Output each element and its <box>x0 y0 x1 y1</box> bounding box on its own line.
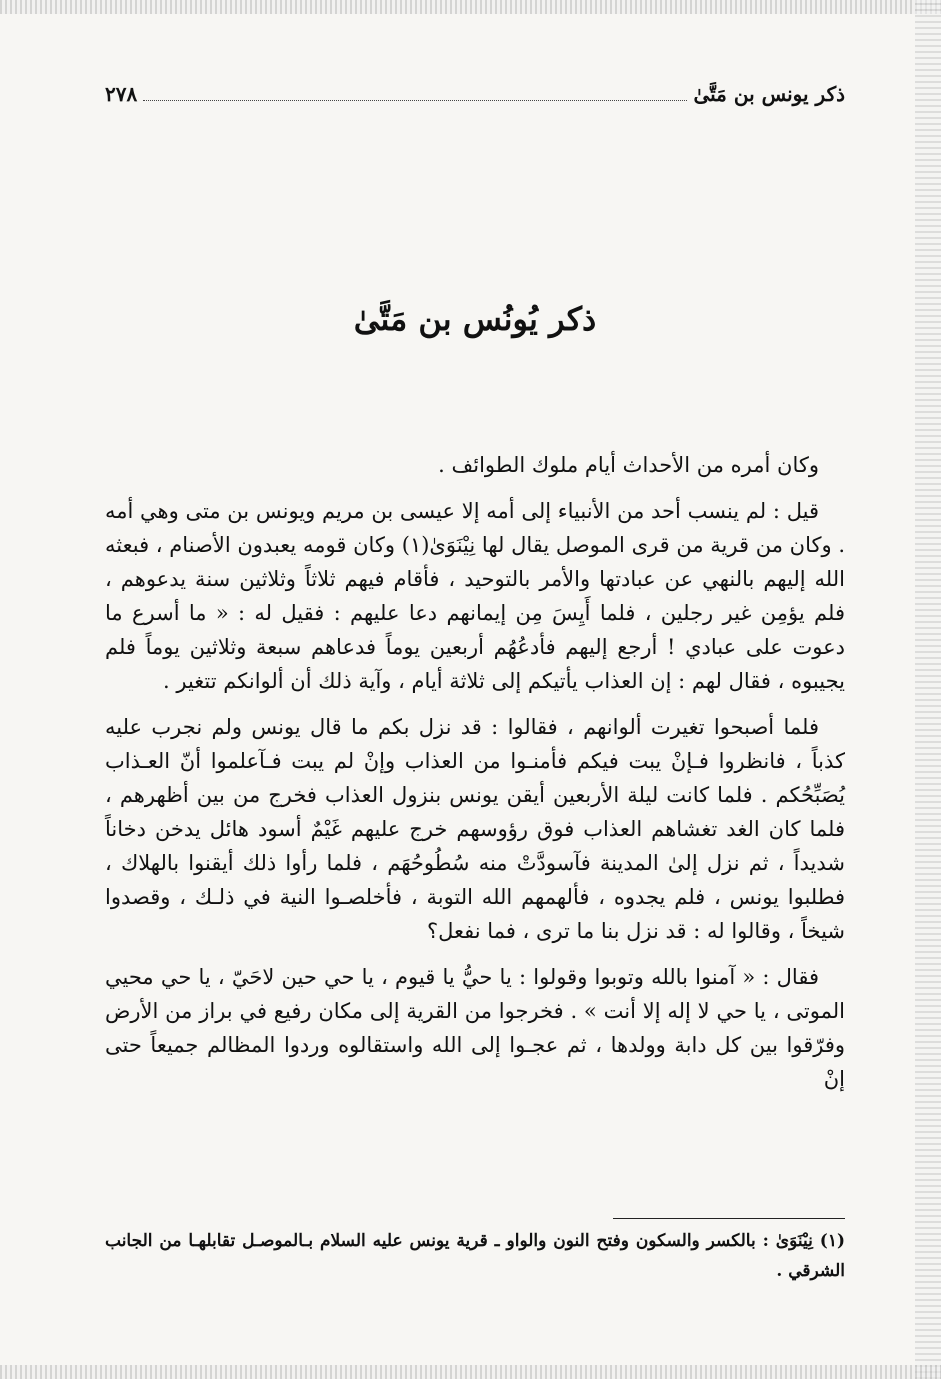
scan-edge-bottom <box>0 1365 941 1379</box>
body-text <box>105 448 845 1108</box>
header-dot-leader <box>143 99 687 101</box>
chapter-title: ذكر يُونُس بن مَتَّىٰ <box>353 300 597 338</box>
paragraph: فقال : « آمنوا بالله وتوبوا وقولوا : يا حيُّ يا قيوم ، يا حي حين لاحَيّ ، يا حي محيي الموتى ، يا حي لا إله إلا أنت » . فخرجوا من القرية إلى مكان رفيع في براز من الأرض وفرّقوا بين كل دابة وولدها ، ثم عجـوا إلى الله واستقالوه وردوا المظالم جميعاً حتى إنْ <box>105 965 845 1091</box>
paragraph: قيل : لم ينسب أحد من الأنبياء إلى أمه إلا عيسى بن مريم ويونس بن متى وهي أمه . وكان من قرية من قرى الموصل يقال لها نِيْنَوَىٰ(١) وكان قومه يعبدون الأصنام ، فبعثه الله إليهم بالنهي عن عبادتها والأمر بالتوحيد ، فأقام فيهم ثلاثاً وثلاثين سنة يدعوهم ، فلم يؤمِن غير رجلين ، فلما أَيِسَ مِن إيمانهم دعا عليهم : فقيل له : « ما أسرع ما دعوت على عبادي ! أرجع إليهم فأدعُهُم أربعين يوماً فدعاهم سبعة وثلاثين يوماً فلم يجيبوه ، فقال لهم : إن العذاب يأتيكم إلى ثلاثة أيام ، وآية ذلك أن ألوانكم تتغير . <box>105 499 845 693</box>
paragraph: وكان أمره من الأحداث أيام ملوك الطوائف . <box>438 453 819 477</box>
running-title: ذكر يونس بن مَتَّىٰ <box>693 82 845 106</box>
page-header <box>105 82 845 122</box>
footnote-divider <box>613 1218 845 1219</box>
paragraph: فلما أصبحوا تغيرت ألوانهم ، فقالوا : قد نزل بكم ما قال يونس ولم نجرب عليه كذباً ، فانظروا فـإنْ يبت فيكم فأمنـوا من العذاب وإنْ لم يبت فـآعلموا أنّ العـذاب يُصَبِّحُكم . فلما كانت ليلة الأربعين أيقن يونس بنزول العذاب فخرج من بين أظهرهم ، فلما كان الغد تغشاهم العذاب فوق رؤوسهم خرج عليهم غَيْمٌ أسود هائل يدخن دخاناً شديداً ، ثم نزل إلىٰ المدينة فآسودَّتْ منه سُطُوحُهَم ، فلما رأوا ذلك أيقنوا بالهلاك ، فطلبوا يونس ، فلم يجدوه ، فألهمهم الله التوبة ، فأخلصـوا النية في ذلـك ، وقصدوا شيخاً ، وقالوا له : قد نزل بنا ما ترى ، فما نفعل؟ <box>105 715 845 943</box>
page-number: ٢٧٨ <box>105 82 138 106</box>
scan-edge-right <box>915 0 941 1379</box>
scan-edge-top <box>0 0 941 14</box>
footnote: (١) نِيْنَوَىٰ : بالكسر والسكون وفتح النون والواو ـ قرية يونس عليه السلام بـالموصـل تقابلهـا من الجانب الشرقي . <box>105 1231 845 1281</box>
